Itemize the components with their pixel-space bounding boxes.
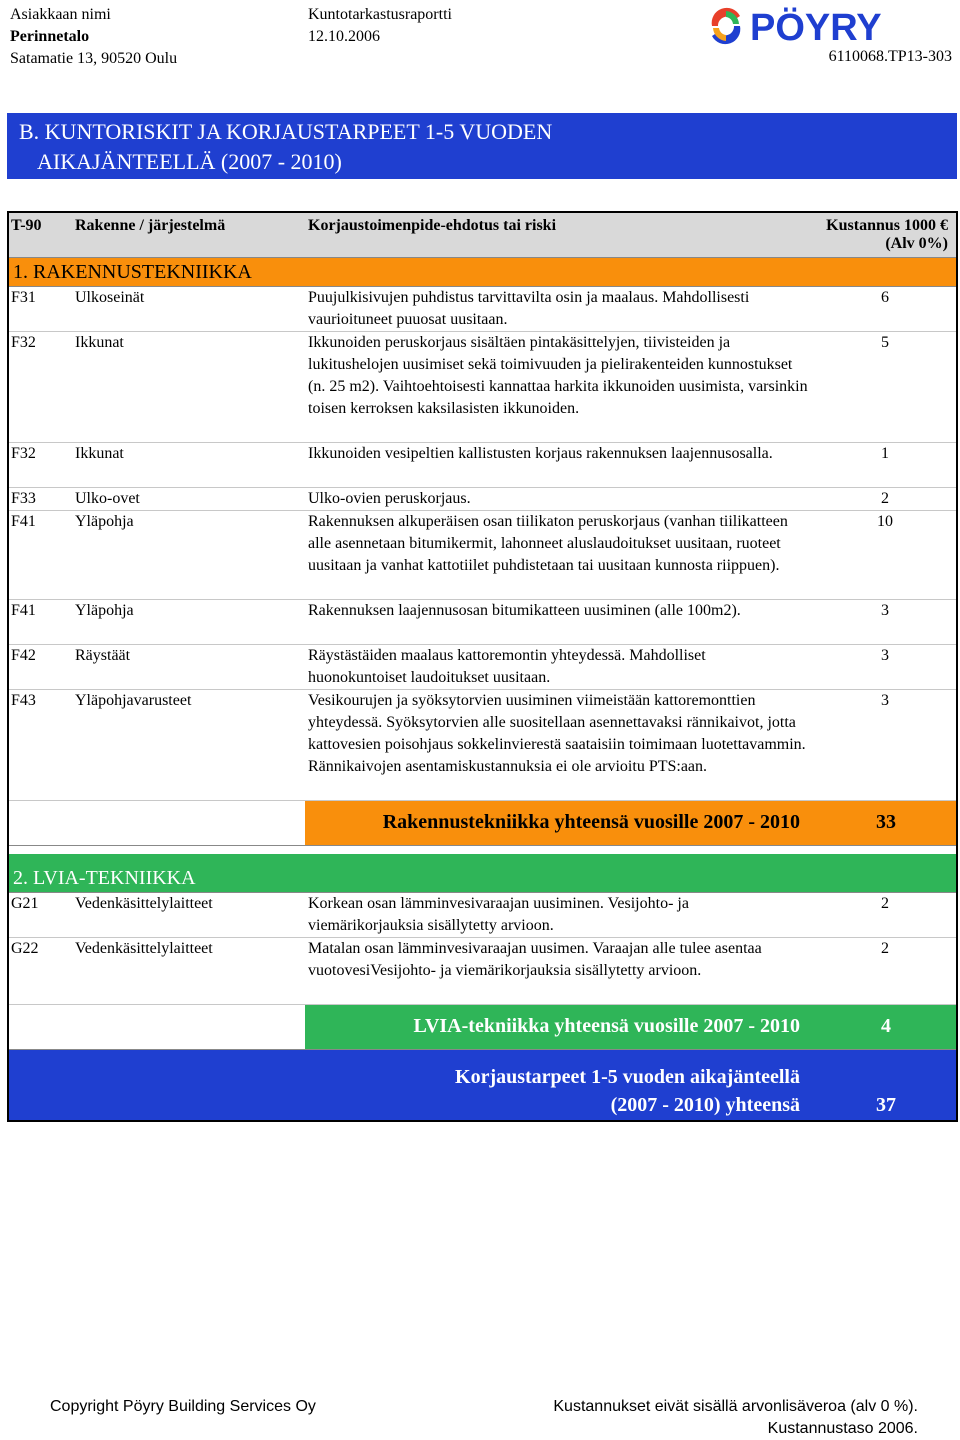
row-structure: Ikkunat: [75, 334, 124, 351]
total-value: 37: [876, 1094, 896, 1116]
row-code: F32: [11, 334, 36, 351]
row-structure: Yläpohjavarusteet: [75, 692, 192, 709]
row-cost: 6: [881, 289, 889, 306]
table-row: [9, 938, 956, 1005]
row-cost: 3: [881, 692, 889, 709]
row-structure: Vedenkäsittelylaitteet: [75, 895, 213, 912]
row-cost: 2: [881, 895, 889, 912]
sum-bar: [305, 1005, 956, 1049]
section-spacer: [9, 846, 956, 854]
row-code: F33: [11, 490, 36, 507]
col-cost-vat: (Alv 0%): [885, 235, 948, 252]
client-name: Perinnetalo: [10, 28, 90, 45]
row-code: F43: [11, 692, 36, 709]
header-client: [10, 4, 177, 70]
row-action: Ikkunoiden vesipeltien kallistusten korjaus rakennuksen laajennusosalla.: [308, 445, 773, 462]
section-title-lvia: 2. LVIA-TEKNIIKKA: [9, 854, 956, 893]
header-report: [308, 4, 452, 48]
table-row: [9, 488, 956, 511]
col-structure: Rakenne / järjestelmä: [75, 217, 226, 234]
total-label-line-1: Korjaustarpeet 1-5 vuoden aikajänteellä: [455, 1066, 800, 1088]
row-action: Ulko-ovien peruskorjaus.: [308, 490, 471, 507]
row-cost: 2: [881, 490, 889, 507]
row-cost: 3: [881, 647, 889, 664]
row-structure: Ikkunat: [75, 445, 124, 462]
document-id: 6110068.TP13-303: [828, 48, 952, 65]
row-structure: Ulko-ovet: [75, 490, 140, 507]
row-code: F41: [11, 513, 36, 530]
col-code: T-90: [11, 217, 42, 234]
row-structure: Ulkoseinät: [75, 289, 145, 306]
section-sum-rakennustekniikka: [9, 801, 956, 846]
section-sum-lvia: [9, 1005, 956, 1050]
row-code: F32: [11, 445, 36, 462]
row-code: F41: [11, 602, 36, 619]
section-title-rakennustekniikka: 1. RAKENNUSTEKNIIKKA: [9, 258, 956, 287]
report-type: Kuntotarkastusraportti: [308, 6, 452, 23]
table-header: [9, 213, 956, 258]
col-cost: [826, 217, 948, 253]
row-cost: 5: [881, 334, 889, 351]
row-structure: Yläpohja: [75, 602, 134, 619]
title-line-2: AIKAJÄNTEELLÄ (2007 - 2010): [37, 149, 342, 174]
row-structure: Räystäät: [75, 647, 131, 664]
row-action: Korkean osan lämminvesivaraajan uusiminen. Vesijohto- ja viemärikorjauksia sisällytetty arvioon.: [308, 895, 689, 934]
row-action: Vesikourujen ja syöksytorvien uusiminen viimeistään kattoremonttien yhteydessä. Syöksytorvien alle suositellaan asennettavaksi rännikaivot, jotta kattovesien poisohjaus sokkelinvierestä saataisiin toimimaan luotettavammin. Rännikaivojen asentamiskustannuksia ei ole arvioitu PTS:aan.: [308, 692, 806, 775]
row-structure: Yläpohja: [75, 513, 134, 530]
sum-label: Rakennustekniikka yhteensä vuosille 2007 - 2010: [382, 811, 800, 833]
poyry-logo: [706, 4, 952, 48]
table-row: [9, 287, 956, 332]
col-cost-label: Kustannus 1000 €: [826, 217, 948, 234]
client-address: Satamatie 13, 90520 Oulu: [10, 50, 178, 67]
row-action: Rakennuksen alkuperäisen osan tiilikaton peruskorjaus (vanhan tiilikatteen alle asennetaan bitumikermit, lahonneet aluslaudoitukset uusitaan, ruoteet uusitaan ja vanhat kattotiilet puhdistetaan tai uusitaan kunnosta riippuen).: [308, 513, 788, 574]
sum-value: 33: [876, 811, 896, 833]
row-action: Matalan osan lämminvesivaraajan uusimen. Varaajan alle tulee asentaa vuotovesiVesijohto- ja viemärikorjauksia sisällytetty arvioon.: [308, 940, 762, 979]
table-row: [9, 511, 956, 600]
row-code: G22: [11, 940, 39, 957]
table-row: [9, 332, 956, 443]
footer-copyright: Copyright Pöyry Building Services Oy: [50, 1398, 316, 1415]
row-code: F31: [11, 289, 36, 306]
col-action: Korjaustoimenpide-ehdotus tai riski: [308, 217, 557, 234]
row-code: F42: [11, 647, 36, 664]
row-action: Ikkunoiden peruskorjaus sisältäen pintakäsittelyjen, tiivisteiden ja lukitushelojen uusimiset sekä toimivuuden ja pielirakenteiden kunnostukset (n. 25 m2). Vaihtoehtoisesti kannattaa harkita ikkunoiden uusimista, varsinkin toisen kerroksen kaksilasisten ikkunoiden.: [308, 334, 808, 417]
footer-notes: [553, 1396, 918, 1440]
row-action: Räystästäiden maalaus kattoremontin yhteydessä. Mahdolliset huonokuntoiset laudoitukset uusitaan.: [308, 647, 706, 686]
report-date: 12.10.2006: [308, 28, 380, 45]
logo-text: PÖYRY: [750, 7, 882, 48]
row-action: Rakennuksen laajennusosan bitumikatteen uusiminen (alle 100m2).: [308, 602, 741, 619]
table-row: [9, 443, 956, 488]
row-cost: 1: [881, 445, 889, 462]
repair-table: [7, 211, 958, 1122]
table-row: [9, 600, 956, 645]
sum-bar: [305, 801, 956, 845]
row-cost: 2: [881, 940, 889, 957]
row-cost: 10: [877, 513, 893, 530]
sum-value: 4: [881, 1015, 891, 1037]
grand-total: [9, 1050, 956, 1120]
page-title: [7, 113, 957, 179]
title-line-1: B. KUNTORISKIT JA KORJAUSTARPEET 1-5 VUODEN: [19, 119, 553, 144]
table-row: [9, 893, 956, 938]
row-structure: Vedenkäsittelylaitteet: [75, 940, 213, 957]
footer-cost-level: Kustannustaso 2006.: [767, 1420, 918, 1437]
sum-label: LVIA-tekniikka yhteensä vuosille 2007 - 2010: [413, 1015, 800, 1037]
table-row: [9, 690, 956, 801]
row-code: G21: [11, 895, 39, 912]
table-row: [9, 645, 956, 690]
row-action: Puujulkisivujen puhdistus tarvittavilta osin ja maalaus. Mahdollisesti vaurioituneet puuosat uusitaan.: [308, 289, 750, 328]
row-cost: 3: [881, 602, 889, 619]
footer-vat-note: Kustannukset eivät sisällä arvonlisäveroa (alv 0 %).: [553, 1398, 918, 1415]
total-label-line-2: (2007 - 2010) yhteensä: [610, 1094, 800, 1116]
client-label: Asiakkaan nimi: [10, 6, 111, 23]
